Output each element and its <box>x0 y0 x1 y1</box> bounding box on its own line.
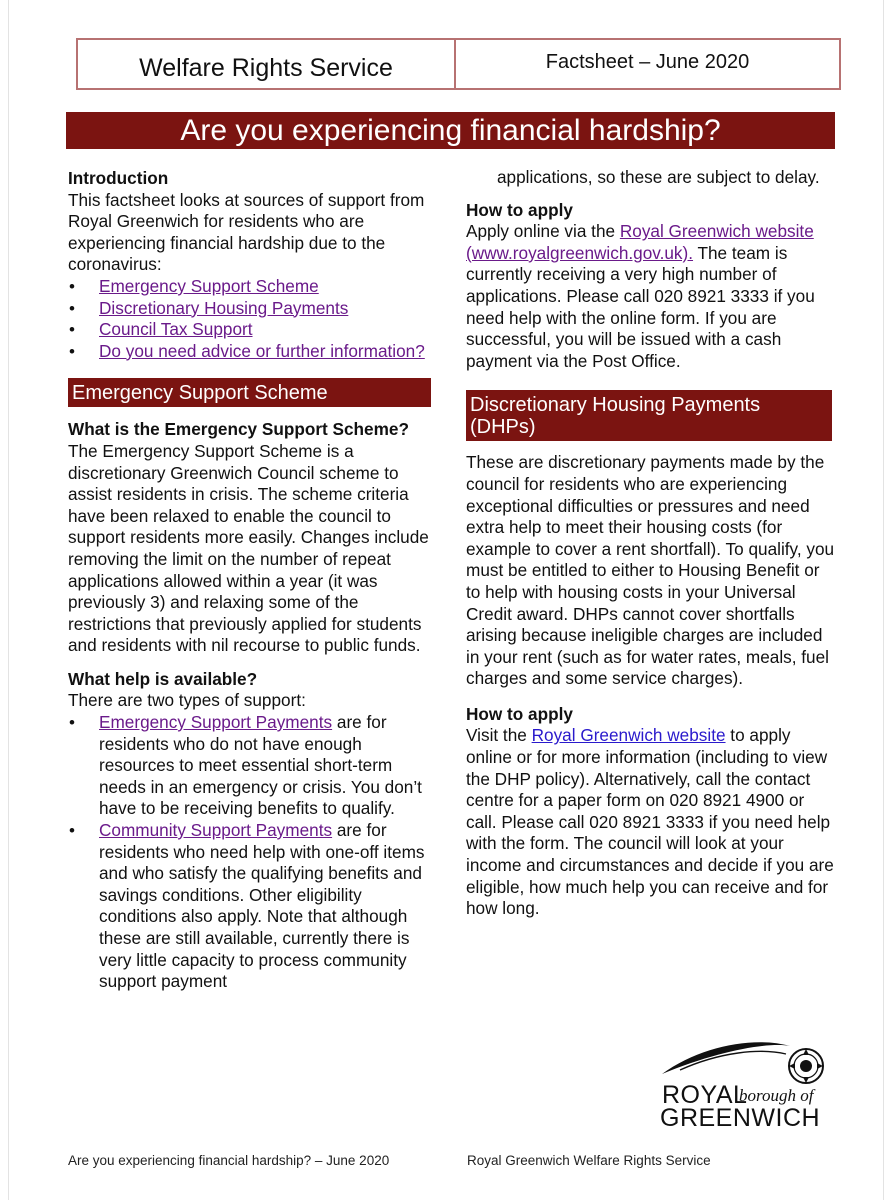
intro-text: This factsheet looks at sources of support from Royal Greenwich for residents who are experiencing financial hardship due to the coronavirus: <box>68 189 425 275</box>
footer-title: Are you experiencing financial hardship? – June 2020 <box>68 1153 390 1168</box>
community-payments-continued: applications, so these are subject to delay. <box>497 167 820 187</box>
link-community-support-payments[interactable]: Community Support Payments <box>99 820 333 841</box>
ess-how-to-apply-text <box>466 221 836 372</box>
logo-royal-text: ROYAL <box>662 1081 748 1109</box>
dhp-description: These are discretionary payments made by the council for residents who are experiencing exceptional difficulties or pressures and need extra help to meet their housing costs (for example to cover a rent shortfall). To qualify, you must be entitled to either to Housing Benefit or to help with housing costs in your Universal Credit award. DHPs cannot cover shortfalls arising because ineligible charges are included in your rent (such as for water rates, meals, fuel charges and some service charges). <box>466 452 835 689</box>
ess-apply-pre: Apply online via the <box>466 221 620 242</box>
intro-link-list <box>68 276 430 362</box>
list-item <box>68 276 430 298</box>
dhp-how-to-apply-text <box>466 725 836 919</box>
ess-types-intro: There are two types of support: <box>68 690 306 711</box>
emergency-payments-text: are for residents who do not have enough resources to meet essential short-term needs in an emergency or crisis. You don’t have to be receiving benefits to qualify. <box>99 712 422 819</box>
header-box <box>76 38 841 90</box>
ess-apply-post: The team is currently receiving a very high number of applications. Please call 020 8921 3333 if you need help with the online form. If you are successful, you will be issued with a cash payment via the Post Office. <box>466 242 815 371</box>
community-payments-text: are for residents who need help with one-off items and who satisfy the qualifying benefits and savings conditions. Other eligibility conditions also apply. Note that although these are still available, currently there is very little capacity to process community support payment <box>99 820 425 992</box>
link-royal-greenwich-website[interactable]: Royal Greenwich website (www.royalgreenwich.gov.uk). <box>466 221 814 263</box>
list-item <box>68 820 430 993</box>
footer-service: Royal Greenwich Welfare Rights Service <box>467 1153 711 1168</box>
dhp-apply-post: to apply online or for more information (including to view the DHP policy). Alternatively, call the contact centre for a paper form on 020 8921 4900 or call. Please call 020 8921 3333 if you need help with the form. The council will look at your income and circumstances and decide if you are eligible, how much help you can receive and for how long. <box>466 725 834 919</box>
ess-description: The Emergency Support Scheme is a discretionary Greenwich Council scheme to assist residents in crisis. The scheme criteria have been relaxed to enable the council to support residents more easily. Changes include removing the limit on the number of repeat applications allowed within a year (it was previously 3) and relaxing some of the restrictions that previously applied for students and residents with nil recourse to public funds. <box>68 440 429 656</box>
ess-question-what: What is the Emergency Support Scheme? <box>68 419 409 440</box>
header-service-name: Welfare Rights Service <box>78 40 456 88</box>
royal-greenwich-logo <box>660 1030 830 1130</box>
header-factsheet-date: Factsheet – June 2020 <box>545 50 750 73</box>
right-column <box>466 167 836 920</box>
dhp-how-to-apply-heading: How to apply <box>466 703 573 724</box>
intro-heading: Introduction <box>68 168 169 188</box>
link-royal-greenwich-website-dhp[interactable]: Royal Greenwich website <box>531 725 726 746</box>
logo-greenwich-text: GREENWICH <box>660 1104 821 1132</box>
page-title: Are you experiencing financial hardship? <box>66 112 835 149</box>
left-column <box>68 168 430 993</box>
link-advice-information[interactable]: Do you need advice or further information? <box>99 340 425 361</box>
section-bar-dhp: Discretionary Housing Payments (DHPs) <box>466 390 832 441</box>
link-discretionary-housing-payments[interactable]: Discretionary Housing Payments <box>99 297 349 318</box>
link-emergency-support-scheme[interactable]: Emergency Support Scheme <box>99 275 319 296</box>
logo-borough-text: borough of <box>739 1086 814 1105</box>
list-item <box>68 298 430 320</box>
logo-swoosh-emblem-icon <box>660 1030 830 1086</box>
ess-question-help: What help is available? <box>68 668 258 689</box>
section-bar-emergency-support: Emergency Support Scheme <box>68 378 431 407</box>
link-emergency-support-payments[interactable]: Emergency Support Payments <box>99 712 333 733</box>
list-item <box>68 319 430 341</box>
list-item <box>68 712 430 820</box>
list-item <box>68 341 430 363</box>
dhp-apply-pre: Visit the <box>466 725 532 746</box>
link-council-tax-support[interactable]: Council Tax Support <box>99 319 253 340</box>
ess-how-to-apply-heading: How to apply <box>466 199 573 220</box>
ess-support-types-list <box>68 712 430 993</box>
